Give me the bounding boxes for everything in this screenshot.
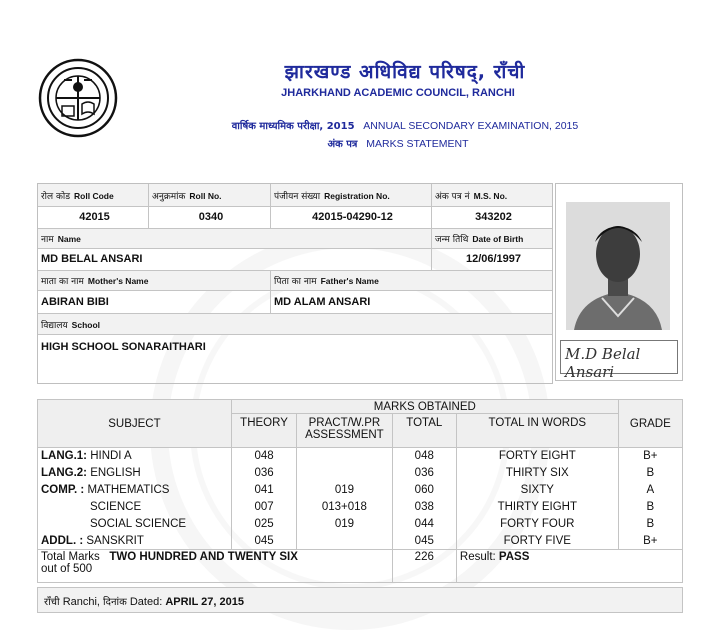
grade-cell: B+ — [618, 533, 682, 550]
ms-no-value: 343202 — [475, 211, 512, 223]
ms-no-label: अंक पत्र नं M.S. No. — [435, 191, 508, 202]
roll-code-label: रोल कोड Roll Code — [41, 191, 114, 202]
subject-name: MATHEMATICS — [84, 484, 170, 496]
place: Ranchi, — [62, 596, 100, 608]
council-title-hindi: झारखण्ड अधिविद्य परिषद्, राँची — [284, 61, 526, 83]
dated-hindi: दिनांक — [103, 597, 127, 608]
school-label: विद्यालय School — [41, 320, 101, 331]
total-cell: 044 — [392, 516, 456, 533]
theory-cell: 045 — [231, 533, 296, 550]
table-row — [38, 533, 683, 550]
exam-title-english: ANNUAL SECONDARY EXAMINATION, 2015 — [363, 120, 579, 132]
theory-cell: 041 — [231, 482, 296, 499]
words-cell: THIRTY SIX — [456, 465, 618, 482]
mother-name: ABIRAN BIBI — [41, 296, 109, 308]
signature-box — [560, 340, 678, 381]
total-cell: 036 — [392, 465, 456, 482]
total-cell: 038 — [392, 499, 456, 516]
table-row — [38, 516, 683, 533]
subject-name: SANSKRIT — [83, 534, 144, 547]
info-shade — [38, 313, 552, 334]
subject-header: SUBJECT — [38, 400, 232, 448]
pract-cell — [297, 448, 392, 465]
roll-code-value: 42015 — [79, 211, 110, 223]
subject-prefix: LANG.1: — [41, 450, 87, 463]
out-of-text: out of 500 — [41, 563, 93, 575]
total-cell: 060 — [392, 482, 456, 499]
theory-cell: 007 — [231, 499, 296, 516]
total-marks-row — [38, 550, 683, 583]
words-cell: FORTY FIVE — [456, 533, 618, 550]
marks-obtained-header: MARKS OBTAINED — [231, 400, 618, 414]
pract-header: PRACT/W.PR ASSESSMENT — [297, 414, 392, 448]
school-name: HIGH SCHOOL SONARAITHARI — [41, 341, 206, 353]
total-cell: 048 — [392, 448, 456, 465]
total-marks-value: 226 — [392, 550, 456, 583]
marks-table — [37, 399, 683, 583]
statement-title-hindi: अंक पत्र — [327, 139, 358, 150]
subject-name: HINDI A — [87, 450, 132, 463]
words-cell: SIXTY — [456, 482, 618, 499]
photo-box — [555, 183, 683, 381]
dated-label: Dated: — [129, 596, 163, 608]
total-cell: 045 — [392, 533, 456, 550]
statement-title-english: MARKS STATEMENT — [366, 138, 469, 150]
grade-cell: B — [618, 499, 682, 516]
statement-title — [38, 136, 720, 150]
pract-cell — [297, 533, 392, 550]
council-title-english: JHARKHAND ACADEMIC COUNCIL, RANCHI — [281, 87, 515, 99]
dob-label: जन्म तिथि Date of Birth — [435, 234, 524, 245]
student-photo — [566, 202, 670, 330]
theory-cell: 025 — [231, 516, 296, 533]
pract-cell: 013+018 — [297, 499, 392, 516]
words-cell: FORTY FOUR — [456, 516, 618, 533]
exam-title-hindi: वार्षिक माध्यमिक परीक्षा, 2015 — [231, 121, 355, 132]
table-row — [38, 465, 683, 482]
roll-no-label: अनुक्रमांक Roll No. — [152, 191, 222, 202]
grade-header: GRADE — [618, 400, 682, 448]
pract-cell: 019 — [297, 482, 392, 499]
registration-label: पंजीयन संख्या Registration No. — [274, 191, 390, 202]
subject-name: ENGLISH — [87, 467, 141, 479]
result-value: PASS — [498, 551, 530, 563]
dob-value: 12/06/1997 — [465, 253, 522, 265]
marks-header-row — [38, 400, 683, 414]
father-label: पिता का नाम Father's Name — [274, 276, 379, 287]
grade-cell: B — [618, 465, 682, 482]
grade-cell: B — [618, 516, 682, 533]
theory-cell: 048 — [231, 448, 296, 465]
roll-no-value: 0340 — [198, 211, 224, 223]
student-signature: M.D Belal Ansari — [565, 345, 641, 381]
place-hindi: राँची — [44, 597, 60, 608]
subject-prefix: LANG.2: — [41, 467, 87, 479]
pract-cell: 019 — [297, 516, 392, 533]
subject-name: SOCIAL SCIENCE — [38, 516, 232, 533]
words-cell: THIRTY EIGHT — [456, 499, 618, 516]
theory-header: THEORY — [231, 414, 296, 448]
words-cell: FORTY EIGHT — [456, 448, 618, 465]
grade-cell: B+ — [618, 448, 682, 465]
subject-name: SCIENCE — [38, 499, 232, 516]
words-header: TOTAL IN WORDS — [456, 414, 618, 448]
mother-label: माता का नाम Mother's Name — [41, 276, 149, 287]
grade-cell: A — [618, 482, 682, 499]
subject-prefix: COMP. : — [41, 484, 85, 496]
dated-footer — [37, 587, 683, 613]
total-marks-label: Total Marks — [41, 551, 100, 563]
table-row — [38, 499, 683, 516]
table-row — [38, 482, 683, 499]
exam-title — [45, 118, 720, 132]
father-name: MD ALAM ANSARI — [274, 296, 371, 308]
student-info-block — [37, 183, 553, 384]
theory-cell: 036 — [231, 465, 296, 482]
pract-cell — [297, 465, 392, 482]
total-marks-words: TWO HUNDRED AND TWENTY SIX — [109, 551, 298, 563]
issue-date: APRIL 27, 2015 — [165, 596, 245, 608]
subject-prefix: ADDL. : — [41, 534, 84, 547]
table-row — [38, 448, 683, 465]
total-header: TOTAL — [392, 414, 456, 448]
name-label: नाम Name — [41, 234, 81, 245]
result-label: Result: — [459, 551, 496, 563]
registration-value: 42015-04290-12 — [312, 211, 393, 223]
student-name: MD BELAL ANSARI — [41, 253, 143, 265]
